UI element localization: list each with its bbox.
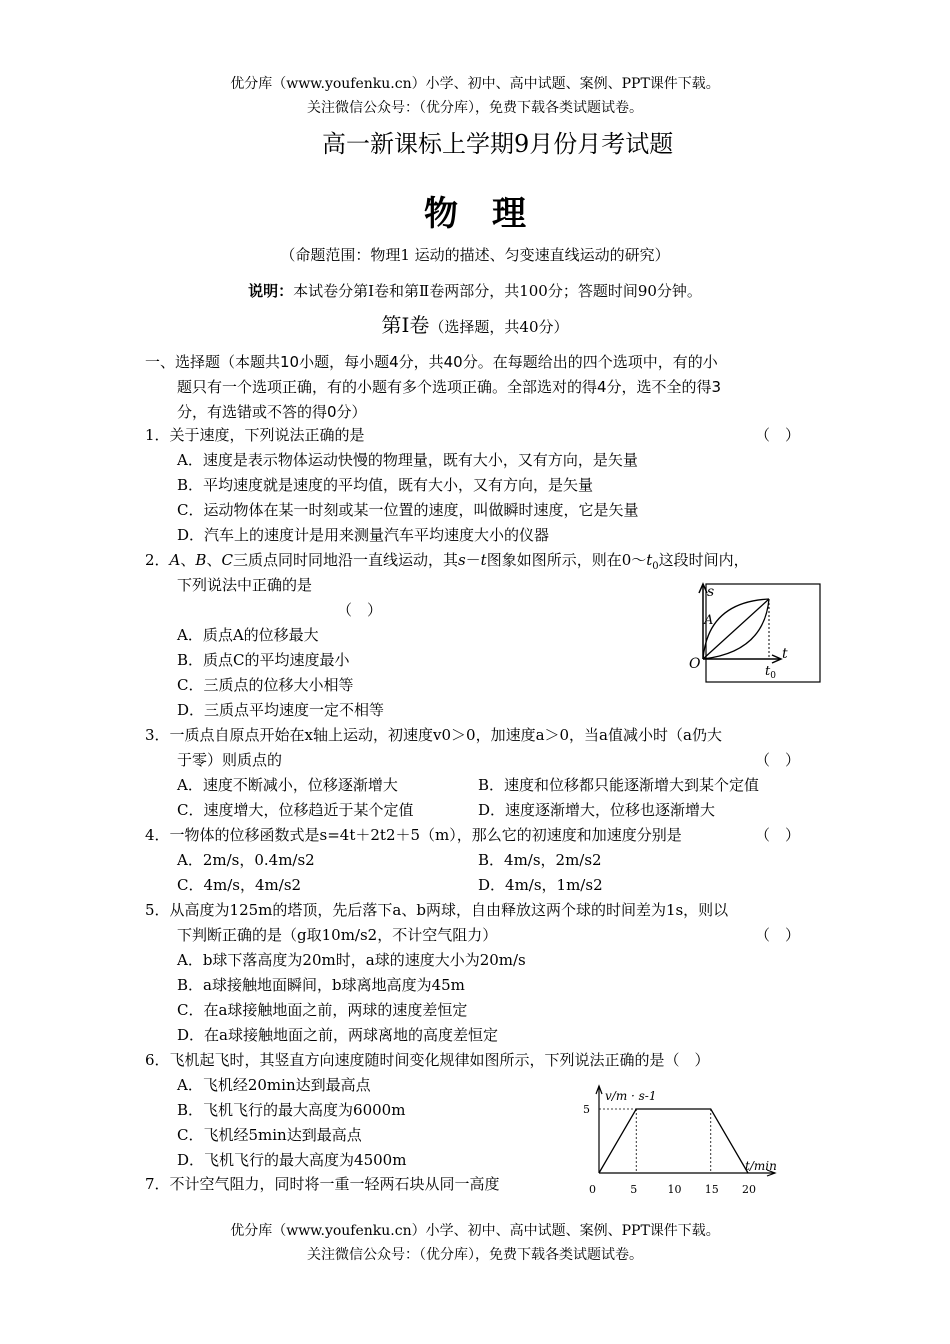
x-tick-label: 15: [704, 1183, 719, 1196]
note-text: 本试卷分第Ⅰ卷和第Ⅱ卷两部分，共100分；答题时间90分钟。: [293, 282, 702, 300]
x-axis-label: t: [782, 646, 788, 662]
q5-stem-line2: 下判断正确的是（g取10m/s2，不计空气阻力）: [177, 926, 498, 944]
q4-option-d: D．4m/s，1m/s2: [478, 876, 603, 894]
q6-option-c: C．飞机经5min达到最高点: [177, 1126, 362, 1144]
curve-a-label: A: [704, 613, 714, 628]
q3-answer-bracket: （ ）: [755, 751, 801, 769]
section1-line2: 题只有一个选项正确，有的小题有多个选项正确。全部选对的得4分，选不全的得3: [177, 378, 722, 396]
q4-answer-bracket: （ ）: [755, 826, 801, 844]
q2-option-a: A．质点A的位移最大: [177, 626, 319, 644]
site-header-line2: 关注微信公众号：（优分库），免费下载各类试题试卷。: [307, 100, 643, 116]
section1-line3: 分，有选错或不答的得0分）: [177, 403, 367, 421]
q5-answer-bracket: （ ）: [755, 926, 801, 944]
q2-option-b: B．质点C的平均速度最小: [177, 651, 350, 669]
q2-option-c: C．三质点的位移大小相等: [177, 676, 354, 694]
tick-labels: [583, 1103, 756, 1196]
q4-option-a: A．2m/s，0.4m/s2: [177, 851, 315, 869]
q6-vt-graph: [570, 1080, 785, 1200]
q2-stem-line2: 下列说法中正确的是: [177, 576, 313, 594]
q3-option-b: B．速度和位移都只能逐渐增大到某个定值: [478, 776, 760, 794]
x-axis-label: t/min: [745, 1159, 777, 1173]
q6-option-b: B．飞机飞行的最大高度为6000m: [177, 1101, 406, 1119]
subject-title: 物 理: [424, 194, 526, 234]
x-tick-label: 0: [589, 1183, 596, 1196]
q2-st-graph: [680, 578, 825, 688]
q5-option-a: A．b球下落高度为20m时，a球的速度大小为20m/s: [177, 951, 526, 969]
q2-answer-bracket: （ ）: [337, 601, 383, 619]
x-tick-label: 5: [630, 1183, 638, 1196]
section1-instructions: [145, 350, 815, 425]
q6-stem: 6．飞机起飞时，其竖直方向速度随时间变化规律如图所示，下列说法正确的是（ ）: [145, 1051, 710, 1069]
exam-note: [0, 280, 950, 302]
site-footer-line1: 优分库（www.youfenku.cn）小学、初中、高中试题、案例、PPT课件下载。: [230, 1223, 720, 1239]
q3-stem-line2: 于零）则质点的: [177, 751, 283, 769]
q3-option-d: D．速度逐渐增大，位移也逐渐增大: [478, 801, 716, 819]
q2-stem-line1: 2．A、B、C三质点同时同地沿一直线运动，其s－t图象如图所示，则在$0\sim t_0$这段时间内，: [145, 551, 749, 572]
q3-option-a: A．速度不断减小，位移逐渐增大: [177, 776, 398, 794]
q1-option-d: D．汽车上的速度计是用来测量汽车平均速度大小的仪器: [177, 526, 550, 544]
exam-scope: （命题范围：物理1 运动的描述、匀变速直线运动的研究）: [280, 246, 670, 264]
q2-stem-c: 这段时间内，: [658, 551, 749, 569]
exam-title: 高一新课标上学期9月份月考试题: [322, 130, 674, 158]
q2-stem-b: 图象如图所示，则在0～: [486, 551, 647, 569]
q7-stem: 7．不计空气阻力，同时将一重一轻两石块从同一高度: [145, 1175, 500, 1193]
origin-label: O: [689, 656, 701, 672]
x-tick-label: 10: [667, 1183, 682, 1196]
y-axis-label: v/m · s-1: [605, 1089, 657, 1103]
q3-stem-line1: 3．一质点自原点开始在x轴上运动，初速度v0＞0，加速度a＞0，当a值减小时（a仍大: [145, 726, 722, 744]
q4-stem: 4．一物体的位移函数式是s=4t＋2t2＋5（m），那么它的初速度和加速度分别是: [145, 826, 682, 844]
note-label: 说明：: [248, 282, 294, 300]
q1-answer-bracket: （ ）: [755, 426, 801, 444]
q1-stem: 1．关于速度，下列说法正确的是: [145, 426, 365, 444]
q2-stem-a: 三质点同时同地沿一直线运动，其: [232, 551, 458, 569]
q5-option-d: D．在a球接触地面之前，两球离地的高度差恒定: [177, 1026, 498, 1044]
q2-option-d: D．三质点平均速度一定不相等: [177, 701, 385, 719]
y-tick-label: 5: [583, 1103, 590, 1116]
q3-option-c: C．速度增大，位移趋近于某个定值: [177, 801, 414, 819]
part1-heading: [0, 312, 950, 340]
x-tick-label: 20: [742, 1183, 756, 1196]
part1-title: 第Ⅰ卷: [381, 313, 430, 337]
y-axis-label: s: [707, 584, 715, 600]
q5-option-b: B．a球接触地面瞬间，b球离地高度为45m: [177, 976, 465, 994]
velocity-series-line: [599, 1109, 748, 1173]
q1-option-a: A．速度是表示物体运动快慢的物理量，既有大小，又有方向，是矢量: [177, 451, 638, 469]
site-footer-line2: 关注微信公众号：（优分库），免费下载各类试题试卷。: [307, 1247, 643, 1263]
q1-option-b: B．平均速度就是速度的平均值，既有大小，又有方向，是矢量: [177, 476, 594, 494]
part1-subtitle: （选择题，共40分）: [429, 318, 569, 336]
q2-num: 2．: [145, 551, 170, 569]
graph-frame: [706, 584, 820, 682]
section1-line1: 一、选择题（本题共10小题，每小题4分，共40分。在每题给出的四个选项中，有的小: [145, 353, 718, 371]
q6-option-d: D．飞机飞行的最大高度为4500m: [177, 1151, 407, 1169]
guide-lines: [599, 1109, 711, 1173]
q6-option-a: A．飞机经20min达到最高点: [177, 1076, 371, 1094]
q4-option-b: B．4m/s，2m/s2: [478, 851, 602, 869]
q1-option-c: C．运动物体在某一时刻或某一位置的速度，叫做瞬时速度，它是矢量: [177, 501, 639, 519]
q5-stem-line1: 5．从高度为125m的塔顶，先后落下a、b两球，自由释放这两个球的时间差为1s，则以: [145, 901, 729, 919]
t0-label: $t_0$: [765, 664, 776, 681]
q4-option-c: C．4m/s，4m/s2: [177, 876, 302, 894]
q5-option-c: C．在a球接触地面之前，两球的速度差恒定: [177, 1001, 468, 1019]
site-header-line1: 优分库（www.youfenku.cn）小学、初中、高中试题、案例、PPT课件下载。: [230, 76, 720, 92]
